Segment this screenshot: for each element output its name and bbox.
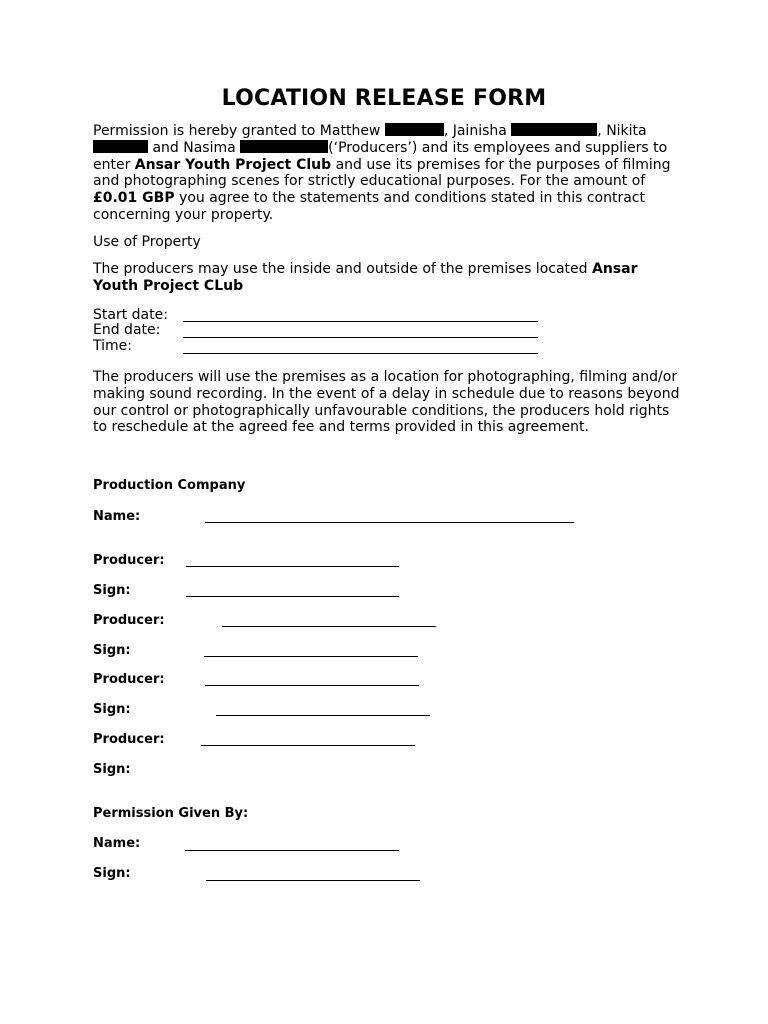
producer-4-field[interactable] [201, 745, 415, 746]
sign-1-field[interactable] [186, 596, 399, 597]
sign-4-label: Sign: [93, 762, 131, 777]
permission-sign-field[interactable] [206, 880, 420, 881]
producer-3-label: Producer: [93, 672, 165, 687]
producer-3-field[interactable] [205, 685, 419, 686]
use-text: The producers may use the inside and outside of the premises located [93, 261, 592, 277]
time-label: Time: [93, 338, 132, 354]
production-name-label: Name: [93, 509, 141, 524]
start-date-label: Start date: [93, 307, 168, 323]
club-name: Ansar Youth Project Club [134, 156, 332, 173]
intro-text-5: (‘Producers’) and its employees and suppliers to enter [93, 139, 668, 173]
use-of-property-heading: Use of Property [93, 234, 201, 250]
page-title: LOCATION RELEASE FORM [221, 86, 547, 111]
producer-4-label: Producer: [93, 732, 165, 747]
producer-1-field[interactable] [186, 566, 399, 567]
delay-paragraph: The producers will use the premises as a location for photographing, filming and/or making sound recording. In the event of a delay in schedule due to reasons beyond our control or photographically unfavourable conditions, the producers hold rights to reschedule at the agreed fee and terms provided in this agreement. [93, 369, 680, 436]
intro-text-6: and use its premises for the purposes of filming and photographing scenes for strictly educational purposes. For the amount of [93, 156, 671, 190]
intro-text-3: , Nikita [597, 123, 647, 139]
sign-3-label: Sign: [93, 702, 131, 717]
redaction-bar [93, 140, 148, 153]
production-company-heading: Production Company [93, 478, 246, 493]
production-name-field[interactable] [205, 522, 574, 523]
sign-1-label: Sign: [93, 583, 131, 598]
producer-2-label: Producer: [93, 613, 165, 628]
producer-2-field[interactable] [222, 626, 436, 627]
producer-1-label: Producer: [93, 553, 165, 568]
redaction-bar [240, 140, 328, 153]
permission-heading: Permission Given By: [93, 806, 249, 821]
use-paragraph [93, 261, 683, 295]
sign-2-field[interactable] [204, 656, 418, 657]
permission-name-label: Name: [93, 836, 141, 851]
intro-text-2: , Jainisha [443, 123, 512, 139]
intro-text-4: and Nasima [148, 139, 241, 156]
end-date-label: End date: [93, 322, 161, 338]
time-field[interactable] [183, 353, 538, 354]
permission-name-field[interactable] [185, 850, 399, 851]
sign-3-field[interactable] [216, 715, 430, 716]
permission-sign-label: Sign: [93, 866, 131, 881]
premises-location: Ansar Youth Project CLub [93, 261, 638, 294]
intro-paragraph [93, 123, 683, 224]
amount: £0.01 GBP [93, 190, 175, 207]
start-date-field[interactable] [183, 321, 538, 322]
sign-2-label: Sign: [93, 643, 131, 658]
redaction-bar [385, 123, 444, 136]
intro-text-1: Permission is hereby granted to Matthew [93, 123, 385, 139]
end-date-field[interactable] [183, 337, 538, 338]
intro-text-7: you agree to the statements and conditions stated in this contract concerning your property. [93, 190, 645, 223]
redaction-bar [511, 123, 597, 136]
